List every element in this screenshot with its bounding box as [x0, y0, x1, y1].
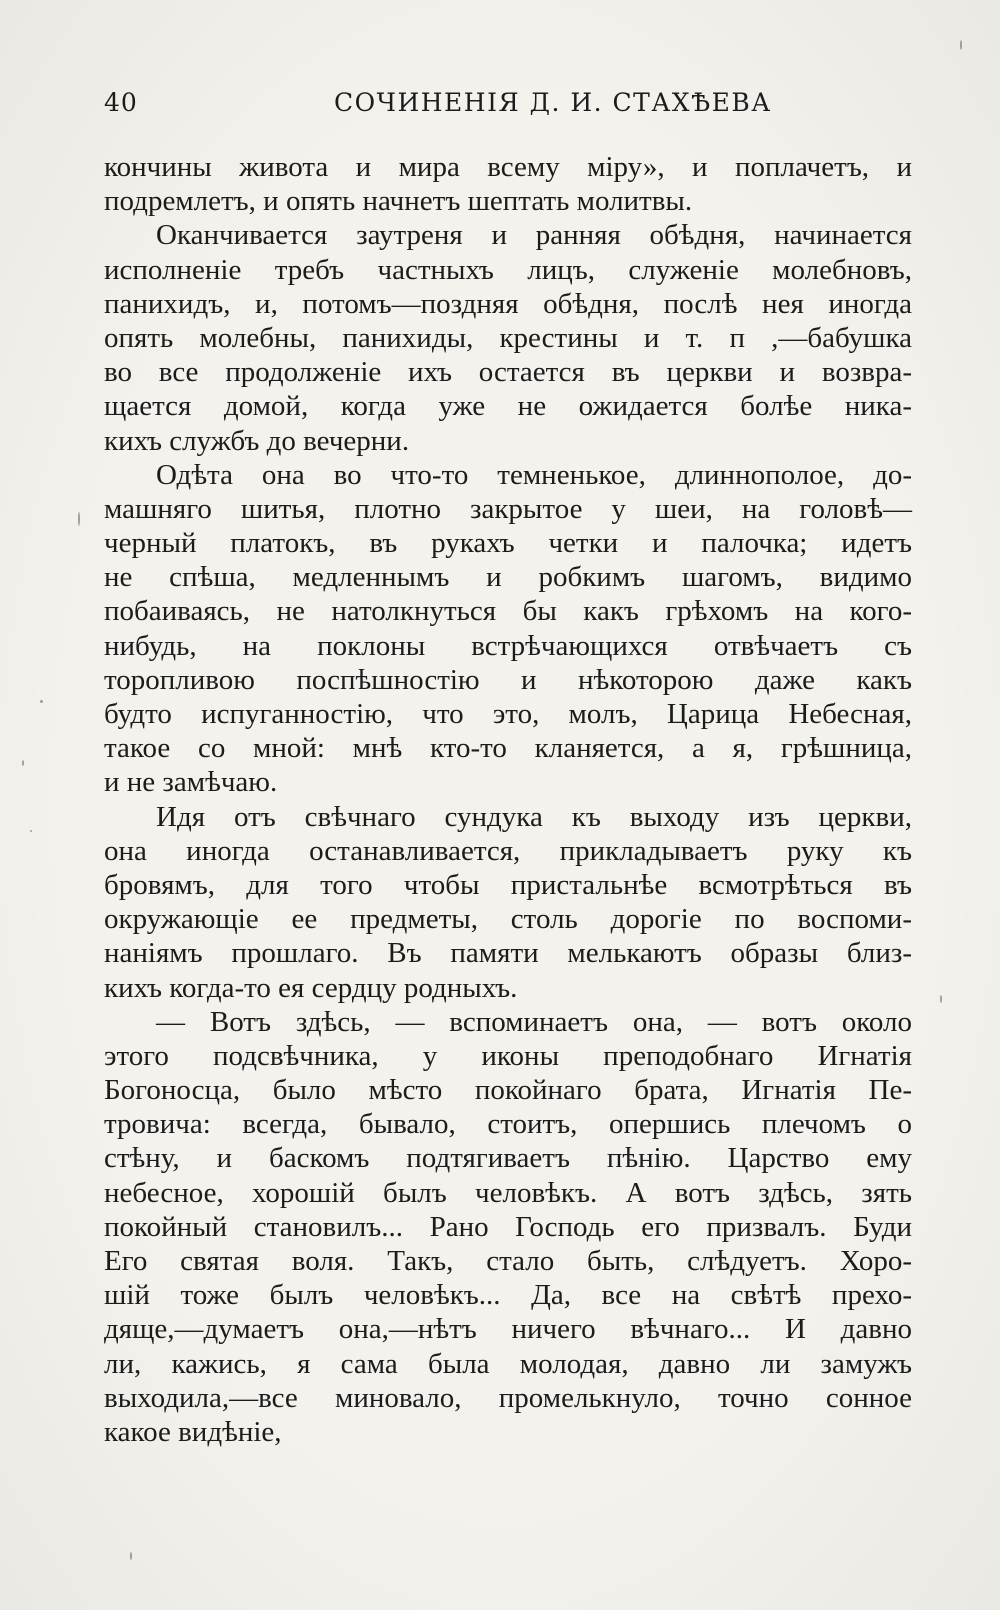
text-line: тровича: всегда, бывало, стоитъ, опершись плечомъ о — [104, 1108, 912, 1141]
text-line: покойный становилъ... Рано Господь его призвалъ. Буди — [104, 1210, 912, 1243]
paragraph — [104, 1005, 912, 1449]
text-line: Идя отъ свѣчнаго сундука къ выходу изъ церкви, — [156, 800, 912, 833]
paragraph — [104, 800, 912, 1005]
text-line: машняго шитья, плотно закрытое у шеи, на головѣ— — [104, 492, 912, 525]
text-line: Его святая воля. Такъ, стало быть, слѣдуетъ. Хоро- — [104, 1245, 912, 1277]
page-header — [104, 88, 912, 130]
text-line: Одѣта она во что-то темненькое, длиннополое, до- — [156, 458, 912, 491]
text-line: Богоносца, было мѣсто покойнаго брата, Игнатія Пе- — [104, 1074, 912, 1107]
paragraph — [104, 150, 912, 218]
text-line: шій тоже былъ человѣкъ... Да, все на свѣтѣ прехо- — [104, 1279, 912, 1312]
text-line: небесное, хорошій былъ человѣкъ. А вотъ здѣсь, зять — [104, 1176, 912, 1209]
text-line: такое со мной: мнѣ кто-то кланяется, а я, грѣшница, — [104, 732, 912, 765]
text-line: дяще,—думаетъ она,—нѣтъ ничего вѣчнаго... И давно — [104, 1313, 912, 1346]
text-line: торопливою поспѣшностію и нѣкоторою даже какъ — [104, 663, 912, 696]
text-line: она иногда останавливается, прикладываетъ руку къ — [104, 834, 912, 867]
scan-speck — [22, 760, 24, 766]
text-line: и не замѣчаю. — [104, 766, 278, 799]
text-line: — Вотъ здѣсь, — вспоминаетъ она, — вотъ около — [156, 1005, 912, 1038]
body-text — [104, 150, 912, 1449]
scan-speck — [130, 1552, 132, 1560]
running-title: СОЧИНЕНІЯ Д. И. СТАХѢЕВА — [334, 88, 772, 117]
text-line: кихъ когда-то ея сердцу родныхъ. — [104, 971, 518, 1004]
text-line: выходила,—все миновало, промелькнуло, точно сонное — [104, 1381, 912, 1414]
text-line: опять молебны, панихиды, крестины и т. п ,—бабушка — [104, 321, 912, 354]
text-line: панихидъ, и, потомъ—поздняя обѣдня, послѣ нея иногда — [104, 287, 912, 320]
text-line: побаиваясь, не натолкнуться бы какъ грѣхомъ на кого- — [104, 595, 912, 628]
text-line: кончины живота и мира всему міру», и поплачетъ, и — [104, 151, 912, 183]
text-line: не спѣша, медленнымъ и робкимъ шагомъ, видимо — [104, 561, 912, 594]
text-line: бровямъ, для того чтобы пристальнѣе всмотрѣться въ — [104, 868, 912, 901]
page-number: 40 — [104, 88, 138, 117]
scan-speck — [960, 40, 962, 50]
paragraph — [104, 458, 912, 800]
text-line: наніямъ прошлаго. Въ памяти мелькаютъ образы близ- — [104, 937, 912, 970]
scan-speck — [78, 512, 80, 526]
text-line: щается домой, когда уже не ожидается болѣе ника- — [104, 390, 912, 423]
text-line: стѣну, и баскомъ подтягиваетъ пѣнію. Царство ему — [104, 1142, 912, 1175]
text-line: какое видѣніе, — [104, 1415, 282, 1448]
scan-speck — [940, 995, 942, 1003]
text-line: кихъ службъ до вечерни. — [104, 424, 410, 457]
text-line: подремлетъ, и опять начнетъ шептать молитвы. — [104, 185, 693, 218]
text-line: нибудь, на поклоны встрѣчающихся отвѣчаетъ съ — [104, 629, 912, 662]
text-line: Оканчивается заутреня и ранняя обѣдня, начинается — [156, 219, 912, 252]
text-line: этого подсвѣчника, у иконы преподобнаго Игнатія — [104, 1039, 912, 1072]
scan-speck — [30, 830, 32, 832]
text-line: черный платокъ, въ рукахъ четки и палочка; идетъ — [104, 527, 912, 560]
scan-speck — [40, 700, 43, 703]
text-line: ли, кажись, я сама была молодая, давно ли замужъ — [104, 1347, 912, 1380]
text-line: окружающіе ее предметы, столь дорогіе по воспоми- — [104, 903, 912, 936]
text-line: будто испуганностію, что это, молъ, Царица Небесная, — [104, 698, 912, 730]
text-line: во все продолженіе ихъ остается въ церкви и возвра- — [104, 356, 912, 389]
paragraph — [104, 218, 912, 457]
text-line: исполненіе требъ частныхъ лицъ, служеніе молебновъ, — [104, 253, 912, 286]
